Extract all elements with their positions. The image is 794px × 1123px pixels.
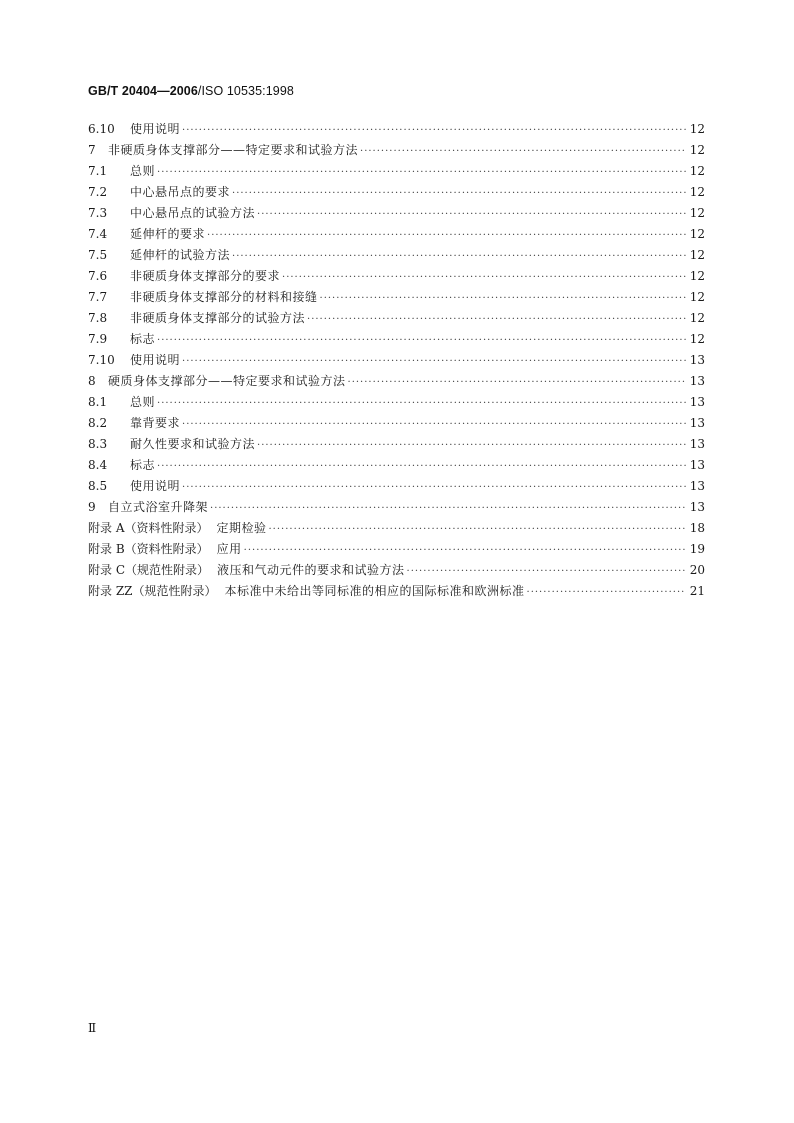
toc-entry[interactable] <box>88 413 705 434</box>
toc-entry[interactable] <box>88 119 705 140</box>
toc-entry-page: 12 <box>689 185 705 199</box>
toc-entry-page: 18 <box>689 521 705 535</box>
toc-entry-number: 6.10 <box>88 122 115 136</box>
toc-dot-leader <box>320 288 686 309</box>
toc-entry-page: 12 <box>689 248 705 262</box>
toc-entry-title: 硬质身体支撑部分——特定要求和试验方法 <box>108 374 346 388</box>
toc-dot-leader <box>182 120 686 141</box>
toc-entry-number: 附录 B（资料性附录） <box>88 542 209 556</box>
toc-entry-number: 7 <box>88 143 96 157</box>
toc-dot-leader <box>360 141 686 162</box>
toc-entry[interactable] <box>88 245 705 266</box>
toc-entry-page: 12 <box>689 206 705 220</box>
toc-dot-leader <box>269 519 687 540</box>
toc-entry-page: 21 <box>689 584 705 598</box>
toc-entry-page: 13 <box>689 353 705 367</box>
toc-entry[interactable] <box>88 434 705 455</box>
toc-entry-title: 延伸杆的要求 <box>130 227 206 241</box>
toc-entry-number: 7.5 <box>88 248 108 262</box>
toc-entry-title: 中心悬吊点的要求 <box>130 185 231 199</box>
toc-entry-title: 非硬质身体支撑部分的要求 <box>130 269 281 283</box>
toc-entry-page: 12 <box>689 143 705 157</box>
toc-entry[interactable] <box>88 476 705 497</box>
toc-entry-title: 自立式浴室升降架 <box>108 500 209 514</box>
toc-dot-leader <box>282 267 686 288</box>
toc-entry-page: 12 <box>689 290 705 304</box>
toc-entry-title: 标志 <box>130 332 156 346</box>
toc-entry-title: 使用说明 <box>130 479 181 493</box>
toc-dot-leader <box>407 561 686 582</box>
iso-code: /ISO 10535:1998 <box>197 84 294 98</box>
toc-entry[interactable] <box>88 497 705 518</box>
toc-entry-page: 12 <box>689 311 705 325</box>
toc-entry-title: 标志 <box>130 458 156 472</box>
toc-entry-number: 附录 A（资料性附录） <box>88 521 209 535</box>
toc-entry-page: 19 <box>689 542 705 556</box>
page-number: Ⅱ <box>88 1021 97 1035</box>
toc-entry-number: 附录 C（规范性附录） <box>88 563 209 577</box>
toc-entry-title: 非硬质身体支撑部分的材料和接缝 <box>130 290 318 304</box>
toc-entry-page: 13 <box>689 416 705 430</box>
toc-entry-title: 非硬质身体支撑部分——特定要求和试验方法 <box>108 143 359 157</box>
toc-entry-number: 8.2 <box>88 416 108 430</box>
toc-dot-leader <box>210 498 686 519</box>
toc-entry-title: 总则 <box>130 164 156 178</box>
toc-entry[interactable] <box>88 329 705 350</box>
toc-entry[interactable] <box>88 308 705 329</box>
toc-dot-leader <box>157 330 686 351</box>
toc-dot-leader <box>157 456 686 477</box>
toc-entry-number: 8.3 <box>88 437 108 451</box>
toc-entry-page: 13 <box>689 458 705 472</box>
toc-entry-title: 液压和气动元件的要求和试验方法 <box>217 563 405 577</box>
toc-dot-leader <box>257 435 686 456</box>
toc-entry[interactable] <box>88 539 705 560</box>
toc-entry-number: 8.5 <box>88 479 108 493</box>
toc-entry-number: 8.1 <box>88 395 108 409</box>
toc-entry-page: 12 <box>689 227 705 241</box>
toc-entry-page: 20 <box>689 563 705 577</box>
toc-dot-leader <box>232 246 686 267</box>
toc-entry-title: 靠背要求 <box>130 416 181 430</box>
toc-entry-number: 9 <box>88 500 96 514</box>
toc-entry-number: 8.4 <box>88 458 108 472</box>
toc-entry-title: 总则 <box>130 395 156 409</box>
toc-entry-page: 13 <box>689 395 705 409</box>
toc-entry-title: 使用说明 <box>130 353 181 367</box>
toc-dot-leader <box>244 540 686 561</box>
toc-entry-page: 13 <box>689 437 705 451</box>
toc-entry-page: 13 <box>689 479 705 493</box>
toc-dot-leader <box>527 582 686 603</box>
toc-entry-title: 耐久性要求和试验方法 <box>130 437 256 451</box>
toc-entry-page: 12 <box>689 332 705 346</box>
toc-entry-number: 7.3 <box>88 206 108 220</box>
toc-dot-leader <box>182 351 686 372</box>
toc-entry[interactable] <box>88 581 705 602</box>
toc-entry[interactable] <box>88 371 705 392</box>
toc-entry-page: 13 <box>689 374 705 388</box>
toc-entry-title: 延伸杆的试验方法 <box>130 248 231 262</box>
toc-entry[interactable] <box>88 224 705 245</box>
table-of-contents <box>88 119 705 602</box>
toc-entry[interactable] <box>88 287 705 308</box>
toc-entry[interactable] <box>88 392 705 413</box>
toc-entry-title: 应用 <box>216 542 242 556</box>
toc-entry[interactable] <box>88 455 705 476</box>
toc-entry-number: 附录 ZZ（规范性附录） <box>88 584 217 598</box>
toc-entry-page: 12 <box>689 269 705 283</box>
toc-dot-leader <box>348 372 686 393</box>
standard-code: GB/T 20404—2006 <box>88 84 198 98</box>
toc-entry-number: 7.1 <box>88 164 108 178</box>
toc-entry[interactable] <box>88 266 705 287</box>
toc-entry-title: 中心悬吊点的试验方法 <box>130 206 256 220</box>
toc-entry-number: 7.9 <box>88 332 108 346</box>
toc-dot-leader <box>232 183 686 204</box>
toc-entry-title: 非硬质身体支撑部分的试验方法 <box>130 311 306 325</box>
toc-entry-number: 7.4 <box>88 227 108 241</box>
toc-entry[interactable] <box>88 560 705 581</box>
toc-entry-title: 使用说明 <box>130 122 181 136</box>
toc-dot-leader <box>182 477 686 498</box>
toc-entry-page: 12 <box>689 164 705 178</box>
toc-entry[interactable] <box>88 203 705 224</box>
toc-dot-leader <box>157 162 686 183</box>
toc-entry-number: 7.6 <box>88 269 108 283</box>
toc-entry-page: 13 <box>689 500 705 514</box>
toc-entry[interactable] <box>88 518 705 539</box>
toc-dot-leader <box>257 204 686 225</box>
toc-entry-page: 12 <box>689 122 705 136</box>
toc-dot-leader <box>157 393 686 414</box>
document-header <box>88 84 294 98</box>
toc-entry[interactable] <box>88 350 705 371</box>
toc-entry-title: 定期检验 <box>216 521 267 535</box>
toc-entry-number: 7.8 <box>88 311 108 325</box>
toc-entry-number: 7.7 <box>88 290 108 304</box>
toc-entry[interactable] <box>88 140 705 161</box>
toc-entry-number: 7.2 <box>88 185 108 199</box>
toc-entry[interactable] <box>88 161 705 182</box>
toc-entry-title: 本标准中未给出等同标准的相应的国际标准和欧洲标准 <box>224 584 525 598</box>
toc-entry-number: 8 <box>88 374 96 388</box>
toc-dot-leader <box>207 225 686 246</box>
toc-dot-leader <box>307 309 686 330</box>
toc-dot-leader <box>182 414 686 435</box>
toc-entry-number: 7.10 <box>88 353 115 367</box>
toc-entry[interactable] <box>88 182 705 203</box>
